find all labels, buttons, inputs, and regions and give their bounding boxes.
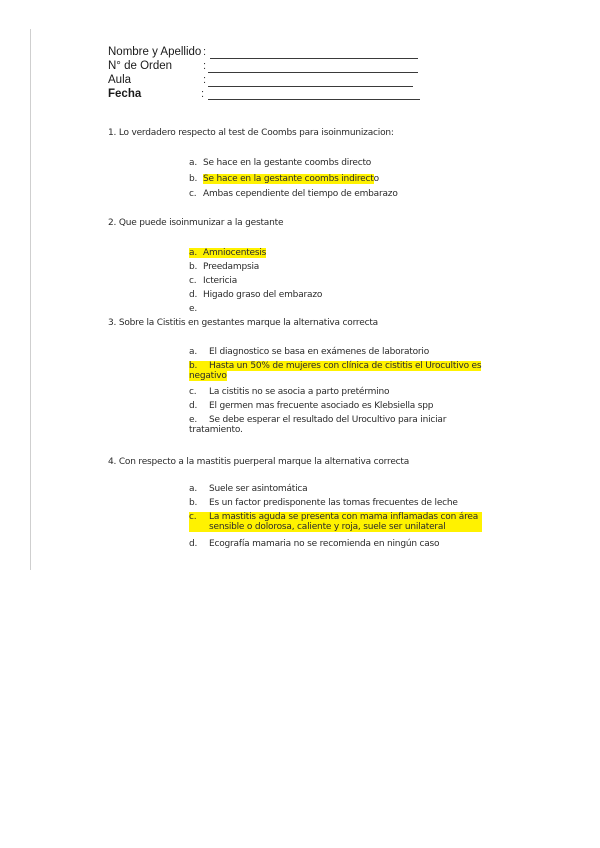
- option-3a[interactable]: [189, 347, 429, 357]
- option-letter: a.: [189, 158, 197, 168]
- field-line-fecha[interactable]: [208, 99, 420, 100]
- option-4d[interactable]: [189, 539, 439, 549]
- field-label-fecha: Fecha: [108, 88, 142, 100]
- question-text: 4. Con respecto a la mastitis puerperal marque la alternativa correcta: [108, 457, 410, 467]
- page-left-border: [30, 29, 31, 570]
- option-1c[interactable]: [189, 189, 398, 199]
- option-text-highlighted: La mastitis aguda se presenta con mama inflamadas con área: [209, 512, 479, 522]
- option-2c[interactable]: [189, 276, 237, 286]
- option-letter: c.: [189, 512, 197, 522]
- field-line-orden[interactable]: [208, 72, 418, 73]
- field-colon: :: [201, 88, 205, 100]
- option-text: Es un factor predisponente las tomas frecuentes de leche: [209, 498, 458, 508]
- field-line-aula[interactable]: [208, 86, 413, 87]
- option-text: La cistitis no se asocia a parto pretérmino: [209, 387, 390, 397]
- field-colon: :: [203, 60, 207, 72]
- option-text-highlighted: Se hace en la gestante coombs indirect: [203, 174, 374, 184]
- option-text: Se debe esperar el resultado del Urocultivo para iniciar: [209, 415, 447, 425]
- option-text: Preedampsia: [203, 262, 260, 272]
- option-letter: c.: [189, 189, 197, 199]
- option-2d[interactable]: [189, 290, 322, 300]
- option-letter: a.: [189, 347, 197, 357]
- option-letter: a.: [189, 484, 197, 494]
- question-text: 2. Que puede isoinmunizar a la gestante: [108, 218, 284, 228]
- option-2a[interactable]: [189, 248, 266, 258]
- option-text-highlighted: Hasta un 50% de mujeres con clínica de cistitis el Urocultivo es: [209, 361, 482, 371]
- option-letter: a.: [189, 248, 197, 258]
- option-letter: e.: [189, 415, 197, 425]
- field-colon: :: [203, 46, 207, 58]
- option-1b[interactable]: [189, 174, 379, 184]
- field-label-orden: N° de Orden: [108, 60, 173, 72]
- option-1a[interactable]: [189, 158, 371, 168]
- option-text: Ambas cependiente del tiempo de embarazo: [203, 189, 398, 199]
- option-text: Suele ser asintomática: [209, 484, 308, 494]
- option-3c[interactable]: [189, 387, 389, 397]
- option-letter: b.: [189, 262, 198, 272]
- option-text: El diagnostico se basa en exámenes de laboratorio: [209, 347, 430, 357]
- option-letter: d.: [189, 539, 198, 549]
- option-letter: b.: [189, 498, 198, 508]
- option-4a[interactable]: [189, 484, 307, 494]
- option-text: Ictericia: [203, 276, 238, 286]
- option-text-continuation: tratamiento.: [189, 425, 243, 435]
- option-4c[interactable]: [189, 512, 482, 532]
- option-text: Ecografía mamaria no se recomienda en ningún caso: [209, 539, 440, 549]
- option-letter: b.: [189, 361, 198, 371]
- option-4b[interactable]: [189, 498, 458, 508]
- option-letter: d.: [189, 290, 198, 300]
- field-line-nombre[interactable]: [210, 58, 418, 59]
- option-3d[interactable]: [189, 401, 433, 411]
- field-label-nombre: Nombre y Apellido: [108, 46, 202, 58]
- field-label-aula: Aula: [108, 74, 132, 86]
- option-text-highlighted: Amniocentesis: [203, 248, 267, 258]
- option-letter: c.: [189, 276, 197, 286]
- option-letter: c.: [189, 387, 197, 397]
- option-text: Se hace en la gestante coombs directo: [203, 158, 372, 168]
- option-3e[interactable]: [189, 415, 446, 435]
- question-text: 1. Lo verdadero respecto al test de Coombs para isoinmunizacion:: [108, 128, 394, 138]
- option-text: El germen mas frecuente asociado es Klebsiella spp: [209, 401, 434, 411]
- option-letter: d.: [189, 401, 198, 411]
- field-colon: :: [203, 74, 207, 86]
- option-text-tail: o: [373, 174, 379, 184]
- option-text-continuation: sensible o dolorosa, caliente y roja, suele ser unilateral: [209, 522, 446, 532]
- option-text: Higado graso del embarazo: [203, 290, 323, 300]
- option-letter: b.: [189, 174, 198, 184]
- option-2e[interactable]: [189, 304, 203, 314]
- question-text: 3. Sobre la Cistitis en gestantes marque la alternativa correcta: [108, 318, 378, 328]
- option-text-continuation: negativo: [189, 371, 227, 381]
- option-3b[interactable]: [189, 361, 481, 381]
- option-2b[interactable]: [189, 262, 259, 272]
- option-letter: e.: [189, 304, 197, 314]
